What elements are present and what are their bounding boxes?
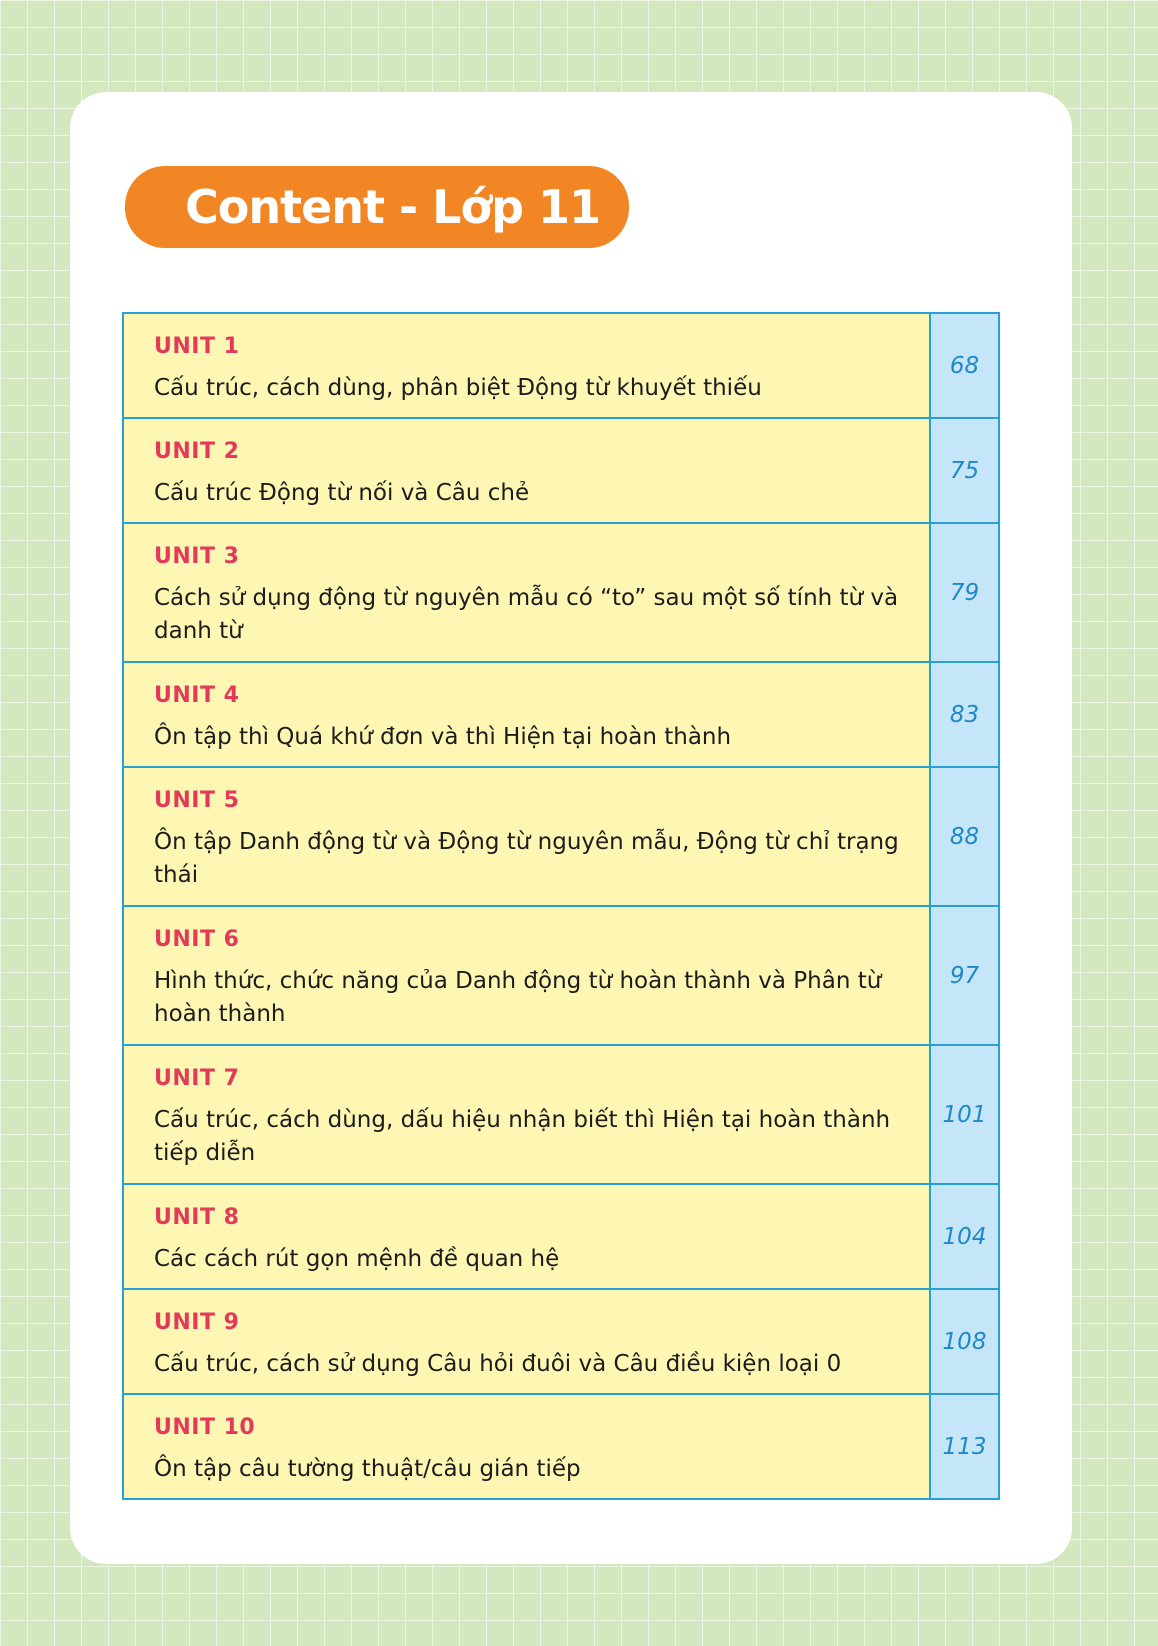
toc-row-unit-9[interactable]	[122, 1290, 1000, 1395]
unit-description: Cấu trúc Động từ nối và Câu chẻ	[154, 480, 530, 506]
unit-label: UNIT 9	[154, 1310, 240, 1335]
unit-description: Ôn tập thì Quá khứ đơn và thì Hiện tại hoàn thành	[154, 724, 732, 750]
unit-description: Ôn tập Danh động từ và Động từ nguyên mẫu, Động từ chỉ trạng thái	[154, 829, 899, 888]
toc-entry	[122, 1290, 931, 1393]
unit-label: UNIT 5	[154, 788, 240, 813]
page-number: 75	[931, 419, 1000, 522]
toc-row-unit-8[interactable]	[122, 1185, 1000, 1290]
toc-entry	[122, 1046, 931, 1183]
unit-label: UNIT 10	[154, 1415, 256, 1440]
toc-row-unit-3[interactable]	[122, 524, 1000, 663]
unit-label: UNIT 8	[154, 1205, 240, 1230]
unit-description: Các cách rút gọn mệnh đề quan hệ	[154, 1246, 560, 1272]
unit-description: Cấu trúc, cách dùng, phân biệt Động từ khuyết thiếu	[154, 375, 762, 401]
page-number: 68	[931, 314, 1000, 417]
toc-entry	[122, 419, 931, 522]
unit-label: UNIT 7	[154, 1066, 240, 1091]
page-number: 97	[931, 907, 1000, 1044]
page-number: 101	[931, 1046, 1000, 1183]
table-of-contents	[122, 312, 1000, 1500]
unit-label: UNIT 3	[154, 544, 240, 569]
toc-entry	[122, 768, 931, 905]
toc-row-unit-10[interactable]	[122, 1395, 1000, 1500]
toc-row-unit-2[interactable]	[122, 419, 1000, 524]
toc-row-unit-1[interactable]	[122, 314, 1000, 419]
page-number: 83	[931, 663, 1000, 766]
toc-entry	[122, 314, 931, 417]
page-number: 104	[931, 1185, 1000, 1288]
unit-label: UNIT 2	[154, 439, 240, 464]
toc-row-unit-5[interactable]	[122, 768, 1000, 907]
page-number: 108	[931, 1290, 1000, 1393]
page-title: Content - Lớp 11	[185, 180, 601, 234]
toc-entry	[122, 1395, 931, 1498]
toc-row-unit-7[interactable]	[122, 1046, 1000, 1185]
unit-description: Hình thức, chức năng của Danh động từ hoàn thành và Phân từ hoàn thành	[154, 968, 882, 1027]
page-number: 113	[931, 1395, 1000, 1498]
title-banner	[125, 166, 629, 248]
page-number: 79	[931, 524, 1000, 661]
unit-label: UNIT 4	[154, 683, 240, 708]
page-number: 88	[931, 768, 1000, 905]
toc-row-unit-6[interactable]	[122, 907, 1000, 1046]
toc-entry	[122, 1185, 931, 1288]
unit-description: Cấu trúc, cách sử dụng Câu hỏi đuôi và Câu điều kiện loại 0	[154, 1351, 842, 1377]
toc-entry	[122, 907, 931, 1044]
unit-description: Cách sử dụng động từ nguyên mẫu có “to” sau một số tính từ và danh từ	[154, 585, 899, 644]
toc-entry	[122, 524, 931, 661]
unit-label: UNIT 6	[154, 927, 240, 952]
toc-row-unit-4[interactable]	[122, 663, 1000, 768]
toc-entry	[122, 663, 931, 766]
unit-label: UNIT 1	[154, 334, 240, 359]
unit-description: Ôn tập câu tường thuật/câu gián tiếp	[154, 1456, 581, 1482]
unit-description: Cấu trúc, cách dùng, dấu hiệu nhận biết thì Hiện tại hoàn thành tiếp diễn	[154, 1107, 891, 1166]
